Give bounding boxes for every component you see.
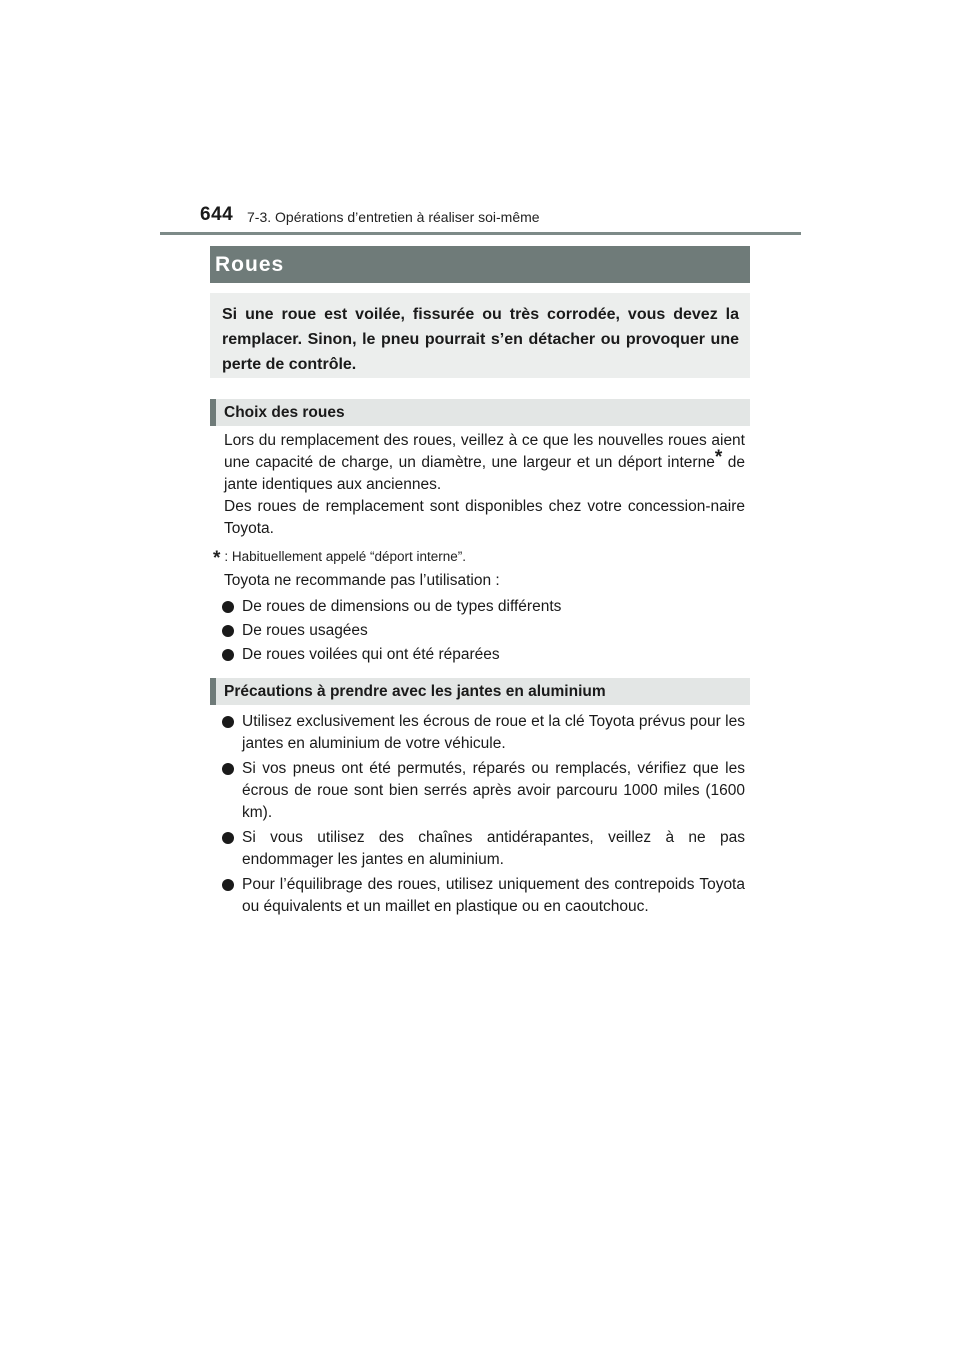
replacement-text: Lors du remplacement des roues, veillez à ce que les nouvelles roues aient une capacité de charge, un diamètre, une largeur et un déport interne xyxy=(224,432,745,471)
list-item-text: Si vous utilisez des chaînes antidérapantes, veillez à ne pas endommager les jantes en aluminium. xyxy=(242,829,745,868)
not-recommended-intro: Toyota ne recommande pas l’utilisation : xyxy=(224,572,500,589)
list-item xyxy=(222,644,745,666)
dealer-paragraph: Des roues de remplacement sont disponibles chez votre concession-naire Toyota. xyxy=(224,498,745,537)
list-item-text: De roues usagées xyxy=(242,622,368,639)
footnote-text: : Habituellement appelé “déport interne”. xyxy=(224,549,467,564)
list-item xyxy=(222,874,745,918)
list-item-text: Si vos pneus ont été permutés, réparés ou remplacés, vérifiez que les écrous de roue sont bien serrés après avoir parcouru 1000 miles (1600 km). xyxy=(242,760,745,821)
alloy-precautions-list xyxy=(222,711,745,921)
subheading-wheel-choice: Choix des roues xyxy=(210,399,750,426)
page-number: 644 xyxy=(200,204,234,225)
footnote-star-marker: * xyxy=(213,548,221,569)
list-item xyxy=(222,711,745,755)
list-item xyxy=(222,827,745,871)
footnote-star: * xyxy=(714,447,723,468)
bullet-icon xyxy=(222,879,234,891)
list-item-text: Utilisez exclusivement les écrous de roue et la clé Toyota prévus pour les jantes en aluminium de votre véhicule. xyxy=(242,713,745,752)
header-rule xyxy=(160,232,801,235)
list-item xyxy=(222,758,745,824)
replacement-text-end: de jante identiques aux anciennes. xyxy=(224,454,745,493)
bullet-icon xyxy=(222,716,234,728)
bullet-icon xyxy=(222,832,234,844)
running-header: 7-3. Opérations d’entretien à réaliser soi-même xyxy=(247,209,540,225)
bullet-icon xyxy=(222,763,234,775)
list-item-text: De roues de dimensions ou de types différents xyxy=(242,598,562,615)
bullet-icon xyxy=(222,625,234,637)
footnote xyxy=(213,545,466,567)
subheading-alloy-precautions: Précautions à prendre avec les jantes en aluminium xyxy=(210,678,750,705)
not-recommended-list xyxy=(222,596,745,668)
list-item-text: De roues voilées qui ont été réparées xyxy=(242,646,500,663)
list-item xyxy=(222,620,745,642)
intro-summary-box: Si une roue est voilée, fissurée ou très corrodée, vous devez la remplacer. Sinon, le pneu pourrait s’en détacher ou provoquer une perte de contrôle. xyxy=(210,293,750,378)
list-item xyxy=(222,596,745,618)
replacement-paragraph xyxy=(224,430,745,496)
wheel-choice-paragraph xyxy=(224,430,745,540)
bullet-icon xyxy=(222,601,234,613)
bullet-icon xyxy=(222,649,234,661)
list-item-text: Pour l’équilibrage des roues, utilisez uniquement des contrepoids Toyota ou équivalents et un maillet en plastique ou en caoutchouc. xyxy=(242,876,745,915)
section-title-banner: Roues xyxy=(210,246,750,283)
